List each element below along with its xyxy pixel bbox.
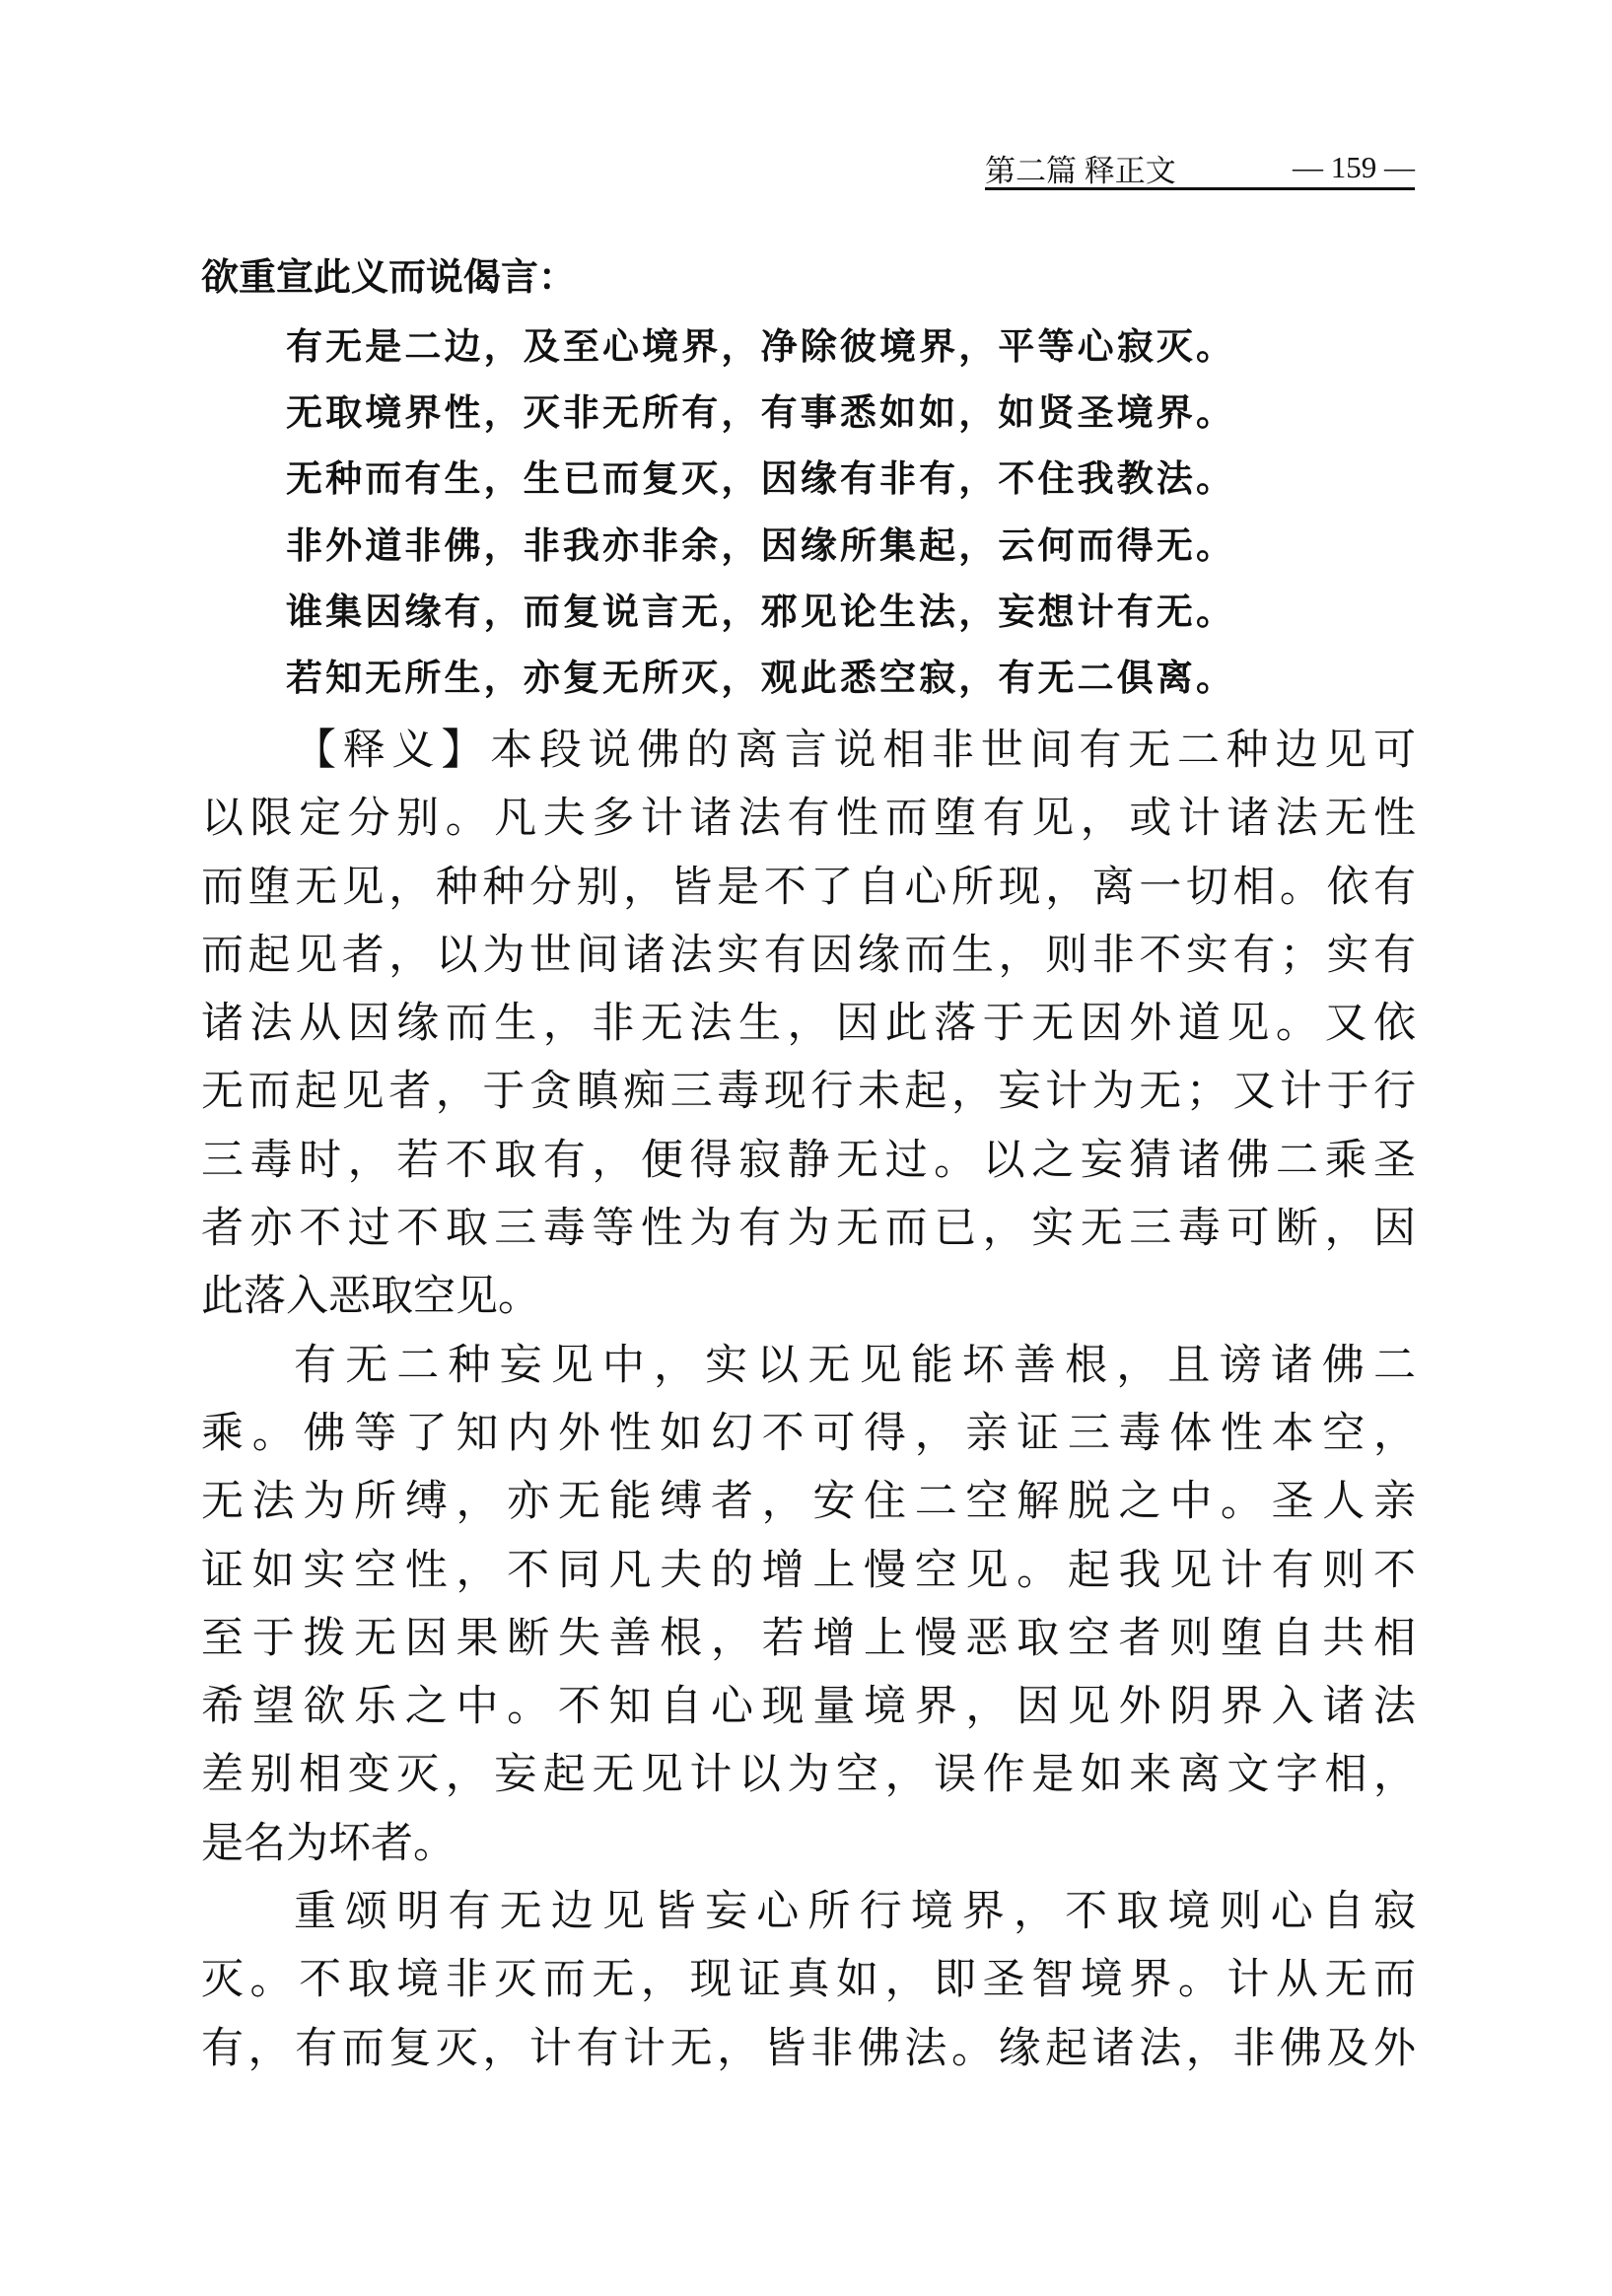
- verse-line: 无种而有生，生已而复灭，因缘有非有，不住我教法。: [286, 457, 1232, 501]
- text-line: 此落入恶取空见。: [201, 1274, 540, 1321]
- text-line: 而起见者，以为世间诸法实有因缘而生，则非不实有；实有: [201, 932, 1416, 979]
- page-number: — 159 —: [1293, 150, 1415, 184]
- text-line: 乘。佛等了知内外性如幻不可得，亲证三毒体性本空，: [201, 1410, 1416, 1457]
- text-line: 有无二种妄见中，实以无见能坏善根，且谤诸佛二: [294, 1342, 1416, 1389]
- text-line: 重颂明有无边见皆妄心所行境界，不取境则心自寂: [294, 1889, 1416, 1936]
- verse-line: 谁集因缘有，而复说言无，邪见论生法，妄想计有无。: [286, 590, 1232, 633]
- text-line: 无而起见者，于贪瞋痴三毒现行未起，妄计为无；又计于行: [201, 1069, 1416, 1116]
- text-line: 证如实空性，不同凡夫的增上慢空见。起我见计有则不: [201, 1547, 1416, 1594]
- text-line: 无法为所缚，亦无能缚者，安住二空解脱之中。圣人亲: [201, 1479, 1416, 1526]
- text-line: 有，有而复灭，计有计无，皆非佛法。缘起诸法，非佛及外: [201, 2025, 1416, 2072]
- text-line: 诸法从因缘而生，非无法生，因此落于无因外道见。又依: [201, 1001, 1416, 1048]
- text-line: 而堕无见，种种分别，皆是不了自心所现，离一切相。依有: [201, 864, 1416, 911]
- text-line: 是名为坏者。: [201, 1820, 456, 1867]
- paragraph-verse-explanation: [201, 1878, 1416, 2083]
- verse-line: 非外道非佛，非我亦非余，因缘所集起，云何而得无。: [286, 523, 1232, 567]
- verse-line: 无取境界性，灭非无所有，有事悉如如，如贤圣境界。: [286, 391, 1232, 435]
- text-line: 三毒时，若不取有，便得寂静无过。以之妄猜诸佛二乘圣: [201, 1137, 1416, 1184]
- text-line: 灭。不取境非灭而无，现证真如，即圣智境界。计从无而: [201, 1957, 1416, 2004]
- text-line: 差别相变灭，妄起无见计以为空，误作是如来离文字相，: [201, 1752, 1416, 1799]
- verse-line: 有无是二边，及至心境界，净除彼境界，平等心寂灭。: [286, 325, 1232, 368]
- paragraph-commentary: [201, 717, 1416, 1332]
- text-line: 以限定分别。凡夫多计诸法有性而堕有见，或计诸法无性: [201, 796, 1416, 843]
- chapter-title: 第二篇 释正文: [985, 153, 1176, 188]
- paragraph-two-views: [201, 1332, 1416, 1878]
- verse-block: [286, 313, 1232, 711]
- commentary-body: [201, 717, 1416, 2083]
- text-line: 者亦不过不取三毒等性为有为无而已，实无三毒可断，因: [201, 1206, 1416, 1253]
- text-line: 希望欲乐之中。不知自心现量境界，因见外阴界入诸法: [201, 1684, 1416, 1731]
- text-line: 至于拨无因果断失善根，若增上慢恶取空者则堕自共相: [201, 1615, 1416, 1662]
- verse-line: 若知无所生，亦复无所灭，观此悉空寂，有无二俱离。: [286, 656, 1232, 699]
- verse-intro: 欲重宣此义而说偈言：: [201, 255, 577, 299]
- text-line: 【释义】本段说佛的离言说相非世间有无二种边见可: [294, 728, 1416, 774]
- running-header: [985, 148, 1415, 190]
